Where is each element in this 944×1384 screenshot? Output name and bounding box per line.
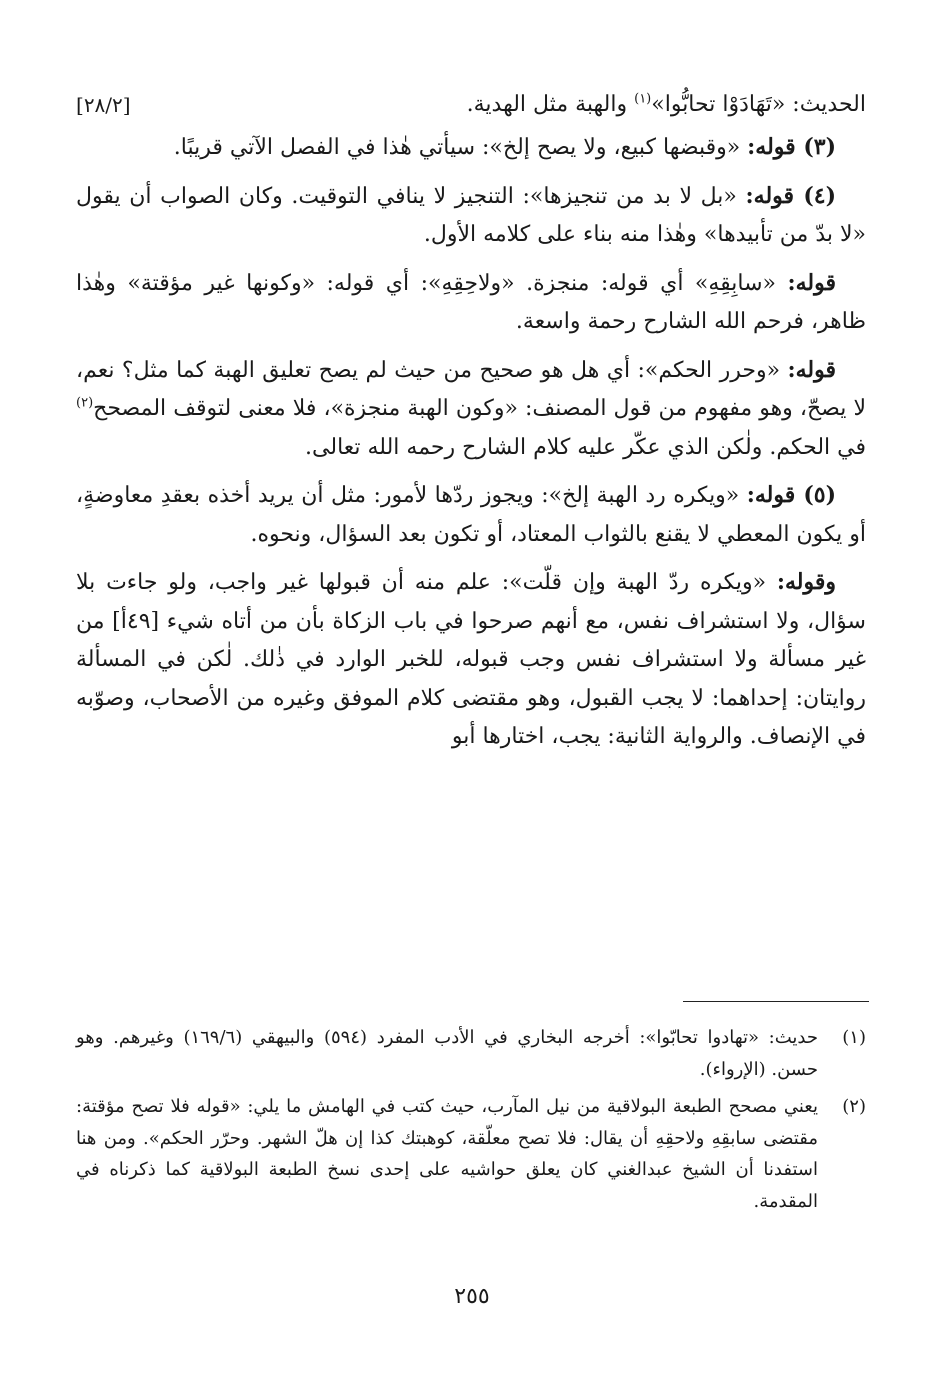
paragraph-text: «ويكره ردّ الهبة وإن قلّت»: علم منه أن قبولها غير واجب، ولو جاءت بلا سؤال، ولا استشراف نفس، مع أنهم صرحوا في باب الزكاة بأن من أتاه شيء [٤٩أ] من غير مسألة ولا استشراف نفس وجب قبوله، للخبر الوارد في ذٰلك. لٰكن في المسألة روايتان: إحداهما: لا يجب القبول، وهو مقتضى كلام الموفق وغيره من الأصحاب، وصوّبه في الإنصاف. والرواية الثانية: يجب، اختارها أبو [76, 570, 866, 749]
paragraph-text: «ويكره رد الهبة إلخ»: ويجوز ردّها لأمور: مثل أن يريد أخذه بعقدِ معاوضةٍ، أو يكون المعطي لا يقنع بالثواب المعتاد، أو تكون بعد السؤال، ونحوه. [76, 483, 866, 547]
paragraph-lead: (٣) قوله: [747, 134, 836, 160]
paragraph-3 [76, 128, 866, 168]
paragraph-text-pre: «وحرر الحكم»: أي هل هو صحيح من حيث لم يصح تعليق الهبة كما مثل؟ نعم، لا يصحّ، وهو مفهوم من قول المصنف: «وكون الهبة منجزة»، فلا معنى لتوقف المصحح [76, 357, 866, 421]
header-text-pre: الحديث: «تَهَادَوْا تحابُّوا» [651, 92, 866, 117]
footnote-text: يعني مصحح الطبعة البولاقية من نيل المآرب، حيث كتب في الهامش ما يلي: «قوله فلا تصح مؤقتة: مقتضى سابقِهِ ولاحقِهِ أن يقال: فلا تصح معلّقة، كوهبتك كذا إن هلّ الشهر. وحرّر الحكم». ومن هنا استفدنا أن الشيخ عبدالغني كان يعلق حواشيه على إحدى نسخ الطبعة البولاقية كما ذكرناه في المقدمة. [76, 1096, 818, 1212]
paragraph-yukrah-radd [76, 563, 866, 757]
header-text-post: والهبة مثل الهدية. [466, 92, 635, 117]
paragraph-lead: قوله: [787, 269, 836, 296]
footnote-number: (٢) [842, 1096, 866, 1117]
footnote-separator [683, 1001, 869, 1002]
paragraph-sabiqihi [76, 264, 866, 342]
footnote-text: حديث: «تهادوا تحابّوا»: أخرجه البخاري في الأدب المفرد (٥٩٤) والبيهقي (١٦٩/٦) وغيرهم. وهو حسن. (الإرواء). [76, 1027, 818, 1080]
paragraph-text: «سابِقِهِ» أي قوله: منجزة. «ولاحِقِهِ»: أي قوله: «وكونها غير مؤقتة» وهٰذا ظاهر، فرحم الله الشارح رحمة واسعة. [76, 270, 866, 334]
paragraph-lead: (٤) قوله: [745, 182, 836, 209]
paragraph-text-post: في الحكم. ولٰكن الذي عكّر عليه كلام الشارح رحمه الله تعالى. [305, 434, 866, 460]
paragraph-4 [76, 177, 866, 255]
main-text [76, 128, 866, 766]
paragraph-text: «وقبضها كبيع، ولا يصح إلخ»: سيأتي هٰذا في الفصل الآتي قريبًا. [173, 135, 748, 160]
header-hadith-text [467, 86, 866, 124]
footnote-marker-1: (١) [634, 91, 652, 107]
paragraph-5 [76, 476, 866, 554]
running-header [76, 86, 866, 126]
footnote-number: (١) [842, 1027, 866, 1048]
paragraph-harrir-alhukm [76, 351, 866, 468]
footnote-marker-2: (٢) [76, 395, 94, 411]
footnote-1 [76, 1022, 866, 1085]
paragraph-text: «بل لا بد من تنجيزها»: التنجيز لا ينافي التوقيت. وكان الصواب أن يقول «لا بدّ من تأبيدها» وهٰذا منه بناء على كلامه الأول. [76, 183, 866, 247]
paragraph-lead: (٥) قوله: [746, 482, 836, 508]
footnotes [76, 1022, 866, 1223]
paragraph-lead: وقوله: [776, 569, 836, 595]
page-number: ٢٥٥ [454, 1284, 490, 1309]
footnote-2 [76, 1091, 866, 1217]
paragraph-lead: قوله: [787, 356, 836, 383]
header-volume-page-ref: [٢٨/٢] [76, 93, 131, 117]
